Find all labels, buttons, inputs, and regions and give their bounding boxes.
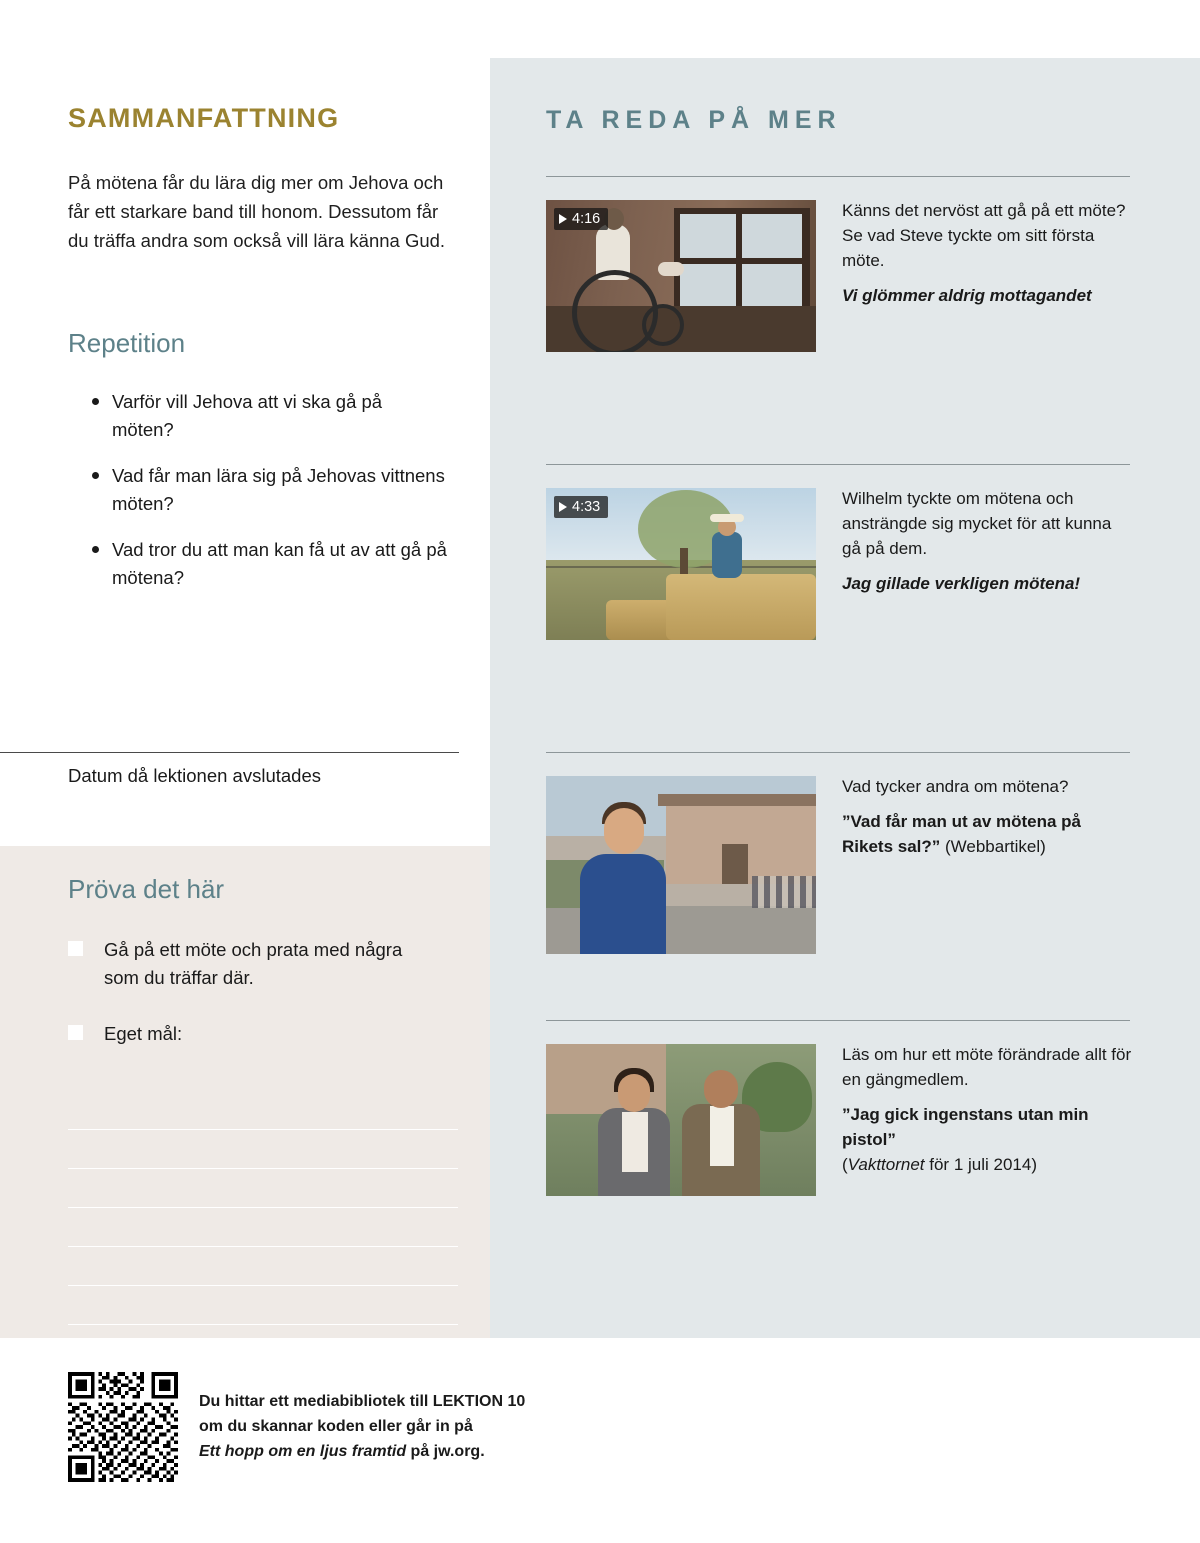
checklist-item-label: Gå på ett möte och prata med några som du träffar där. (104, 939, 403, 988)
qr-code[interactable] (68, 1372, 178, 1482)
resource-title[interactable]: Jag gillade verkligen mötena! (842, 574, 1081, 593)
divider (546, 1020, 1130, 1021)
checkbox[interactable] (68, 1025, 83, 1040)
list-item (68, 462, 448, 518)
review-question-list (68, 388, 448, 610)
play-icon (559, 214, 567, 224)
divider (546, 464, 1130, 465)
footer-line-3-rest: på jw.org. (406, 1443, 485, 1460)
write-line[interactable] (68, 1091, 458, 1130)
footer-line-3 (199, 1439, 719, 1464)
write-line[interactable] (68, 1208, 458, 1247)
resource-description: Vad tycker andra om mötena? (842, 777, 1069, 796)
video-duration-badge (554, 208, 608, 230)
checklist-item-label: Eget mål: (104, 1023, 183, 1044)
list-item (68, 536, 448, 592)
write-line[interactable] (68, 1130, 458, 1169)
video-thumb-man-on-haystack[interactable] (546, 488, 816, 640)
review-question-text: Vad får man lära sig på Jehovas vittnens möten? (112, 465, 445, 514)
resource-source-line (842, 1152, 1132, 1177)
write-line[interactable] (68, 1286, 458, 1325)
footer-line-1: Du hittar ett mediabibliotek till LEKTION 10 (199, 1393, 526, 1410)
review-question-text: Vad tror du att man kan få ut av att gå på mötena? (112, 539, 447, 588)
video-duration-text: 4:33 (572, 499, 601, 515)
bullet-icon (92, 546, 99, 553)
footer-note (199, 1389, 719, 1464)
try-this-heading: Pröva det här (68, 874, 225, 904)
resource-description: Läs om hur ett möte förändrade allt för en gängmedlem. (842, 1045, 1132, 1089)
summary-heading: SAMMANFATTNING (68, 103, 340, 133)
resource-title[interactable]: ”Jag gick ingenstans utan min pistol” (842, 1105, 1089, 1149)
resource-description: Känns det nervöst att gå på ett möte? Se vad Steve tyckte om sitt första möte. (842, 201, 1126, 270)
video-duration-badge (554, 496, 608, 518)
checklist-item-own-goal[interactable] (68, 1020, 438, 1048)
resource-text-3 (842, 774, 1132, 859)
divider (546, 176, 1130, 177)
bullet-icon (92, 472, 99, 479)
summary-paragraph: På mötena får du lära dig mer om Jehova och får ett starkare band till honom. Dessutom får du träffa andra som också vill lära känna Gud. (68, 172, 446, 251)
write-line[interactable] (68, 1169, 458, 1208)
play-icon (559, 502, 567, 512)
resource-title[interactable]: Vi glömmer aldrig mottagandet (842, 286, 1092, 305)
qr-code-graphic (68, 1372, 178, 1482)
resource-title-suffix: (Webbartikel) (940, 837, 1046, 856)
write-line[interactable] (68, 1247, 458, 1286)
review-question-text: Varför vill Jehova att vi ska gå på möten? (112, 391, 383, 440)
divider (0, 752, 459, 753)
footer-publication-title: Ett hopp om en ljus framtid (199, 1443, 407, 1460)
image-thumb-couple-outdoors[interactable] (546, 1044, 816, 1196)
checklist-item-attend-meeting[interactable] (68, 936, 438, 992)
resource-text-4 (842, 1042, 1132, 1177)
completion-date-label: Datum då lektionen avslutades (68, 765, 321, 786)
review-heading: Repetition (68, 328, 186, 358)
write-in-lines[interactable] (68, 1091, 458, 1325)
source-open-paren: ( (842, 1155, 848, 1174)
source-publication: Vakttornet (847, 1155, 925, 1174)
resource-text-2 (842, 486, 1132, 596)
footer-line-2: om du skannar koden eller går in på (199, 1418, 473, 1435)
resource-title[interactable]: ”Vad får man ut av mötena på Rikets sal?” (842, 812, 1082, 856)
video-duration-text: 4:16 (572, 211, 601, 227)
resource-description: Wilhelm tyckte om mötena och ansträngde sig mycket för att kunna gå på dem. (842, 489, 1112, 558)
bullet-icon (92, 398, 99, 405)
source-date: för 1 juli 2014) (924, 1155, 1037, 1174)
checkbox[interactable] (68, 941, 83, 956)
list-item (68, 388, 448, 444)
video-thumb-wheelchair-window[interactable] (546, 200, 816, 352)
divider (546, 752, 1130, 753)
resource-title-line (842, 809, 1132, 859)
image-thumb-young-man-kingdom-hall[interactable] (546, 776, 816, 954)
resource-text-1 (842, 198, 1132, 308)
find-out-more-heading: TA REDA PÅ MER (546, 106, 842, 134)
illustration-couple-outdoors (546, 1044, 816, 1196)
left-column (0, 0, 490, 1543)
illustration-young-man-kingdom-hall (546, 776, 816, 954)
